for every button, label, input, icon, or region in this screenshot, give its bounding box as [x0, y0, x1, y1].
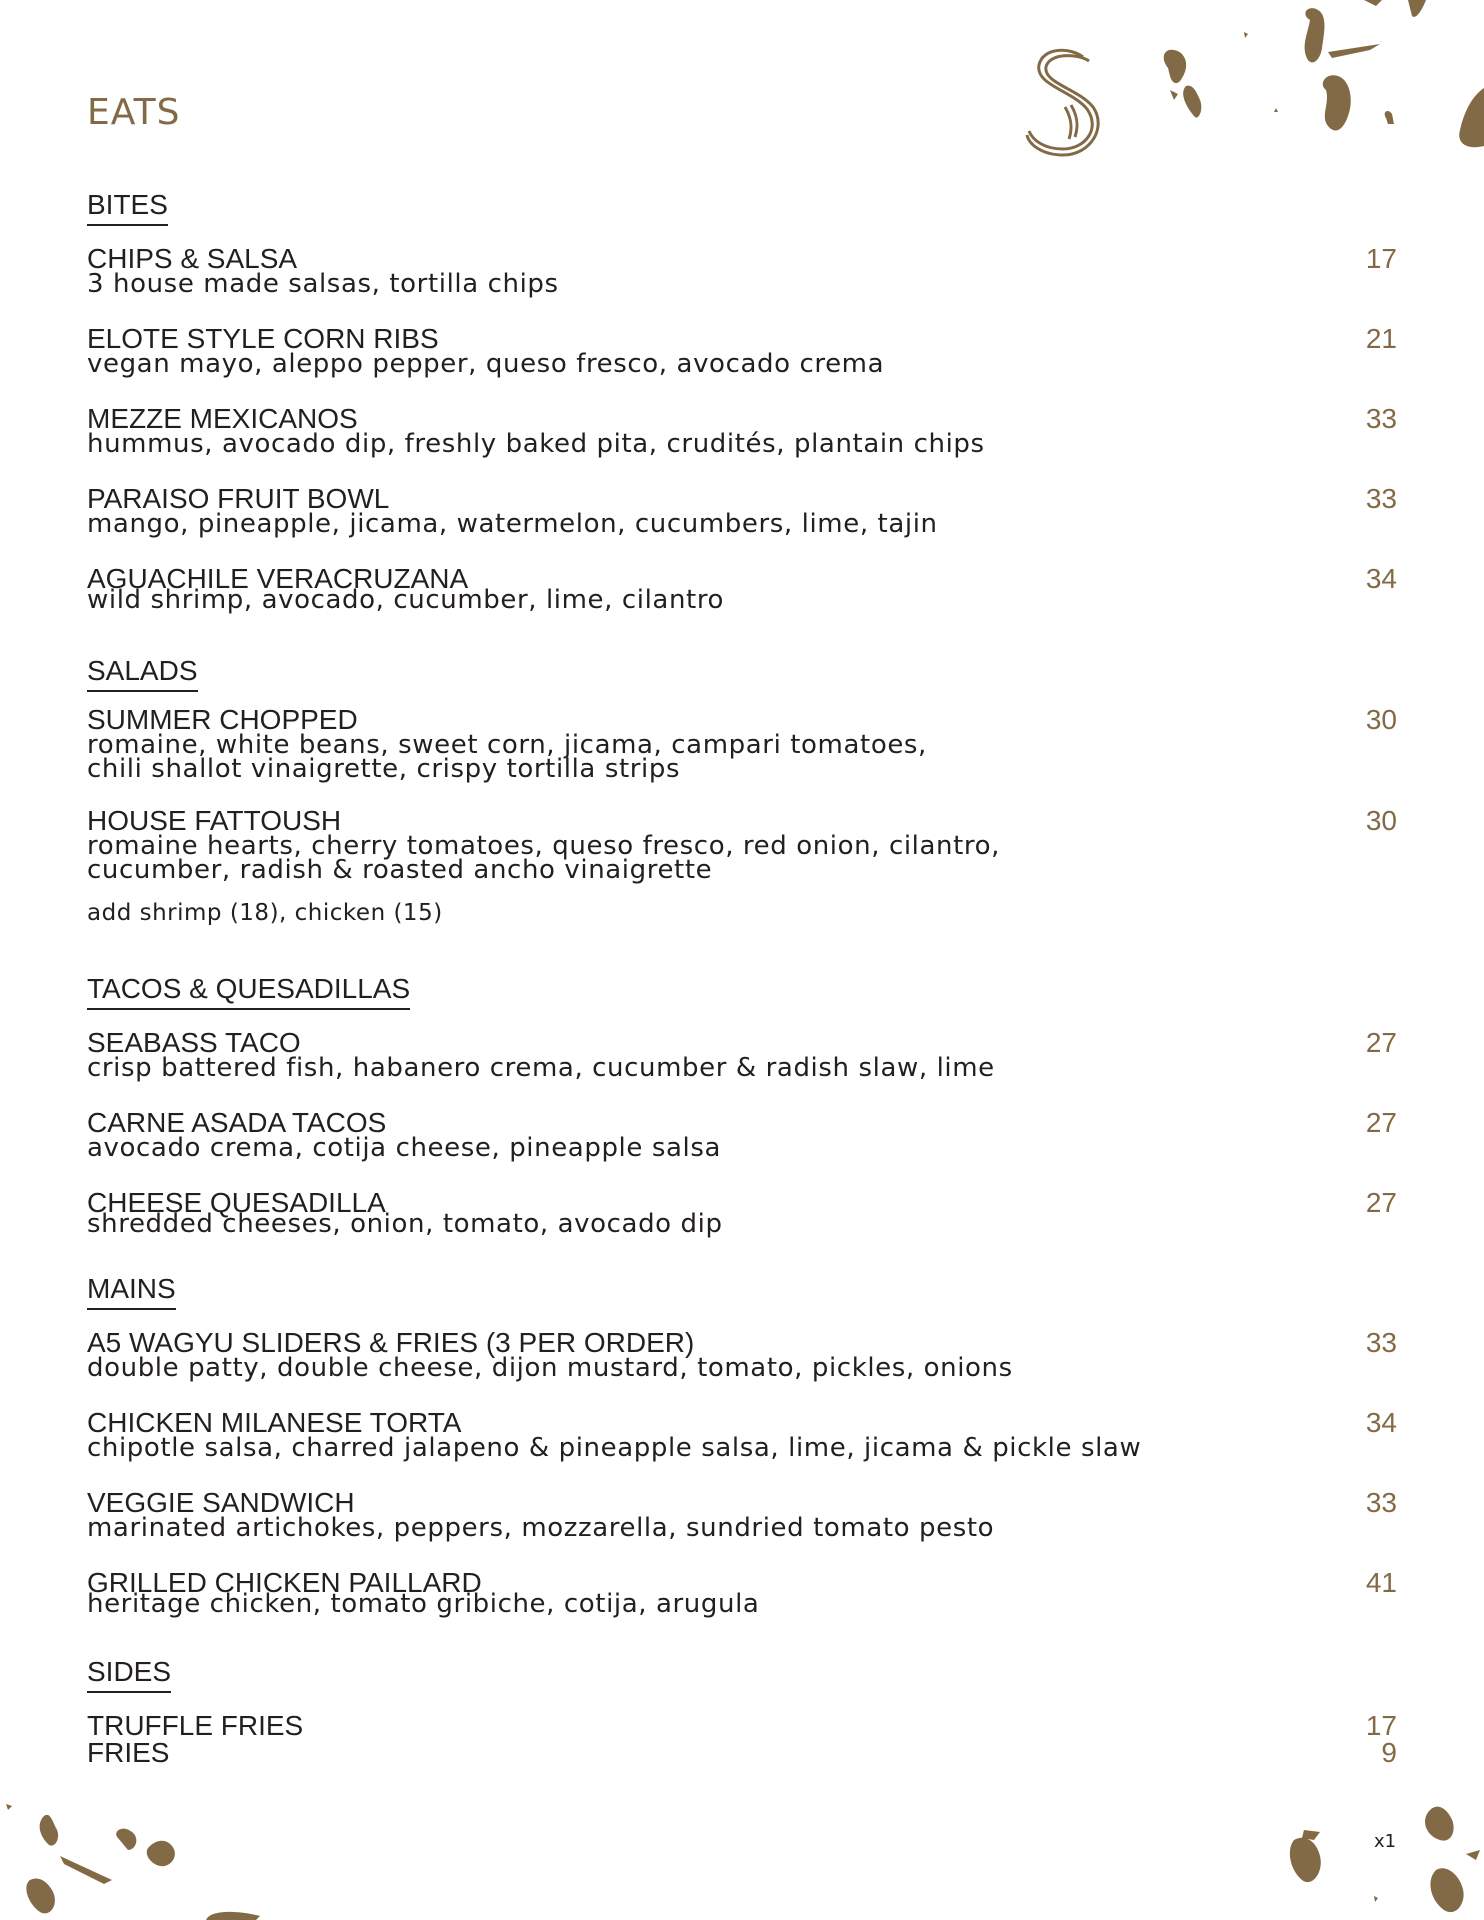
item-name: A5 WAGYU SLIDERS & FRIES (3 PER ORDER) [87, 1327, 695, 1358]
menu-item [87, 704, 1397, 784]
item-price: 34 [1365, 563, 1397, 594]
item-name: CHEESE QUESADILLA [87, 1187, 386, 1218]
item-description: vegan mayo, aleppo pepper, queso fresco, avocado crema [87, 349, 885, 379]
menu-item [87, 1712, 1397, 1739]
item-name: SUMMER CHOPPED [87, 704, 358, 735]
leaf-splatter-icon [1280, 1800, 1484, 1920]
item-price: 30 [1365, 704, 1397, 735]
item-description: shredded cheeses, onion, tomato, avocado dip [87, 1209, 723, 1239]
item-description: 3 house made salsas, tortilla chips [87, 269, 559, 299]
menu-item [87, 1409, 1397, 1461]
item-price: 33 [1365, 483, 1397, 514]
menu-item [87, 485, 1397, 537]
item-name: CARNE ASADA TACOS [87, 1107, 387, 1138]
item-name: GRILLED CHICKEN PAILLARD [87, 1567, 482, 1598]
add-on-note: add shrimp (18), chicken (15) [87, 900, 443, 926]
menu-item [87, 1189, 1397, 1237]
item-price: 9 [1381, 1737, 1397, 1768]
menu-item [87, 245, 1397, 297]
item-name: MEZZE MEXICANOS [87, 403, 358, 434]
menu-item [87, 1029, 1397, 1081]
section-heading-sides: SIDES [87, 1658, 171, 1693]
page-marker: x1 [1374, 1831, 1397, 1852]
item-price: 17 [1365, 1710, 1397, 1741]
menu-item [87, 565, 1397, 613]
item-name: SEABASS TACO [87, 1027, 301, 1058]
item-description: hummus, avocado dip, freshly baked pita, crudités, plantain chips [87, 429, 985, 459]
item-price: 34 [1365, 1407, 1397, 1438]
item-description: marinated artichokes, peppers, mozzarella, sundried tomato pesto [87, 1513, 995, 1543]
script-s-logo-icon [1025, 45, 1105, 157]
item-price: 27 [1365, 1107, 1397, 1138]
section-heading-mains: MAINS [87, 1275, 176, 1310]
item-description: heritage chicken, tomato gribiche, cotija, arugula [87, 1589, 760, 1619]
item-price: 21 [1365, 323, 1397, 354]
menu-item [87, 405, 1397, 457]
item-price: 33 [1365, 403, 1397, 434]
item-name: CHIPS & SALSA [87, 243, 298, 274]
item-name: VEGGIE SANDWICH [87, 1487, 355, 1518]
item-name: FRIES [87, 1737, 170, 1768]
item-price: 27 [1365, 1187, 1397, 1218]
menu-item [87, 325, 1397, 377]
item-name: HOUSE FATTOUSH [87, 805, 342, 836]
item-name: ELOTE STYLE CORN RIBS [87, 323, 439, 354]
menu-item [87, 1739, 1397, 1766]
menu-item [87, 1489, 1397, 1541]
item-price: 33 [1365, 1327, 1397, 1358]
menu-item [87, 1569, 1397, 1617]
leaf-splatter-icon [1150, 0, 1484, 175]
item-price: 41 [1365, 1567, 1397, 1598]
page-title: EATS [87, 92, 181, 133]
item-description: avocado crema, cotija cheese, pineapple salsa [87, 1133, 722, 1163]
item-price: 30 [1365, 805, 1397, 836]
item-description: wild shrimp, avocado, cucumber, lime, cilantro [87, 585, 725, 615]
item-price: 33 [1365, 1487, 1397, 1518]
section-heading-bites: BITES [87, 191, 168, 226]
item-description: chipotle salsa, charred jalapeno & pineapple salsa, lime, jicama & pickle slaw [87, 1433, 1142, 1463]
item-name: TRUFFLE FRIES [87, 1710, 304, 1741]
menu-item [87, 1109, 1397, 1161]
item-price: 27 [1365, 1027, 1397, 1058]
item-name: PARAISO FRUIT BOWL [87, 483, 390, 514]
item-description: crisp battered fish, habanero crema, cucumber & radish slaw, lime [87, 1053, 995, 1083]
section-heading-salads: SALADS [87, 657, 198, 692]
menu-item [87, 1329, 1397, 1381]
leaf-splatter-icon [0, 1780, 270, 1920]
item-description: double patty, double cheese, dijon mustard, tomato, pickles, onions [87, 1353, 1013, 1383]
item-description: romaine, white beans, sweet corn, jicama, campari tomatoes, chili shallot vinaigrette, crispy tortilla strips [87, 730, 927, 784]
item-description: romaine hearts, cherry tomatoes, queso fresco, red onion, cilantro, cucumber, radish & roasted ancho vinaigrette [87, 831, 1000, 885]
item-name: CHICKEN MILANESE TORTA [87, 1407, 462, 1438]
section-heading-tacos: TACOS & QUESADILLAS [87, 975, 410, 1010]
menu-item [87, 805, 1397, 885]
item-name: AGUACHILE VERACRUZANA [87, 563, 469, 594]
item-price: 17 [1365, 243, 1397, 274]
item-description: mango, pineapple, jicama, watermelon, cucumbers, lime, tajin [87, 509, 938, 539]
